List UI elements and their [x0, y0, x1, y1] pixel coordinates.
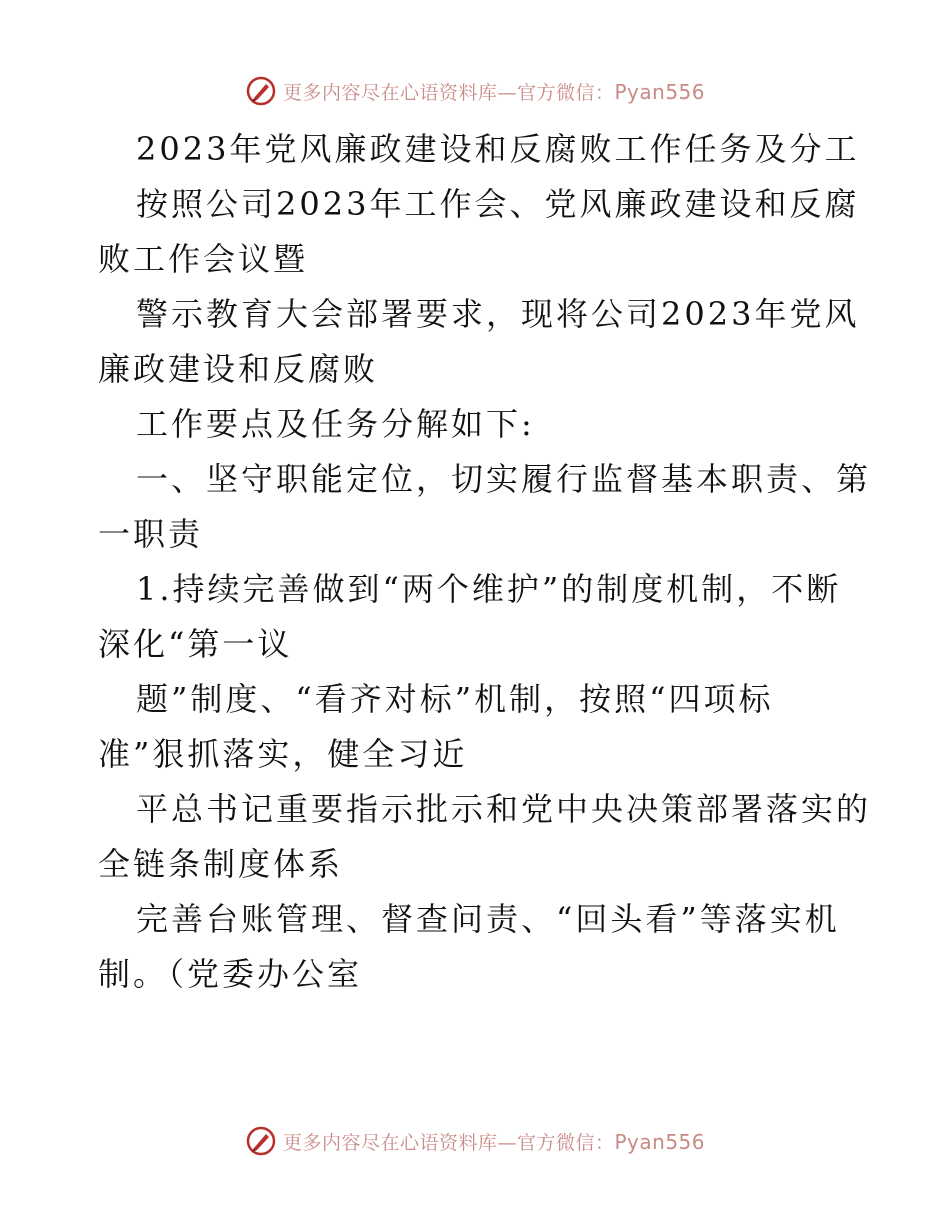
text-line: 工作要点及任务分解如下:	[136, 405, 535, 443]
text-line: 败工作会议暨	[98, 240, 309, 278]
text-line: 1.持续完善做到“两个维护”的制度机制，不断	[136, 570, 842, 608]
text-line: 平总书记重要指示批示和党中央决策部署落实的	[136, 790, 872, 828]
text-line: 制。（党委办公室	[98, 955, 363, 993]
text-line: 按照公司2023年工作会、党风廉政建设和反腐	[136, 185, 860, 223]
header-watermark	[0, 71, 950, 111]
footer-watermark	[0, 1121, 950, 1161]
text-line: 完善台账管理、督查问责、“回头看”等落实机	[136, 900, 840, 938]
wechat-id: Pyan556	[614, 79, 706, 104]
watermark-text: 更多内容尽在心语资料库—官方微信：Pyan556	[282, 79, 706, 104]
text-line: 深化“第一议	[98, 625, 293, 663]
text-line: 一、坚守职能定位，切实履行监督基本职责、第	[136, 460, 872, 498]
text-line: 一职责	[98, 515, 204, 553]
text-line: 2023年党风廉政建设和反腐败工作任务及分工	[136, 130, 860, 168]
wechat-id: Pyan556	[614, 1129, 706, 1154]
text-line: 全链条制度体系	[98, 845, 344, 883]
text-line: 题”制度、“看齐对标”机制，按照“四项标	[136, 680, 774, 718]
text-line: 廉政建设和反腐败	[98, 350, 379, 388]
pen-logo-icon	[245, 75, 277, 107]
text-line: 警示教育大会部署要求，现将公司2023年党风	[136, 295, 860, 333]
watermark-text: 更多内容尽在心语资料库—官方微信：Pyan556	[282, 1129, 706, 1154]
pen-logo-icon	[245, 1125, 277, 1157]
document-body	[98, 122, 872, 1002]
text-line: 准”狠抓落实，健全习近	[98, 735, 468, 773]
